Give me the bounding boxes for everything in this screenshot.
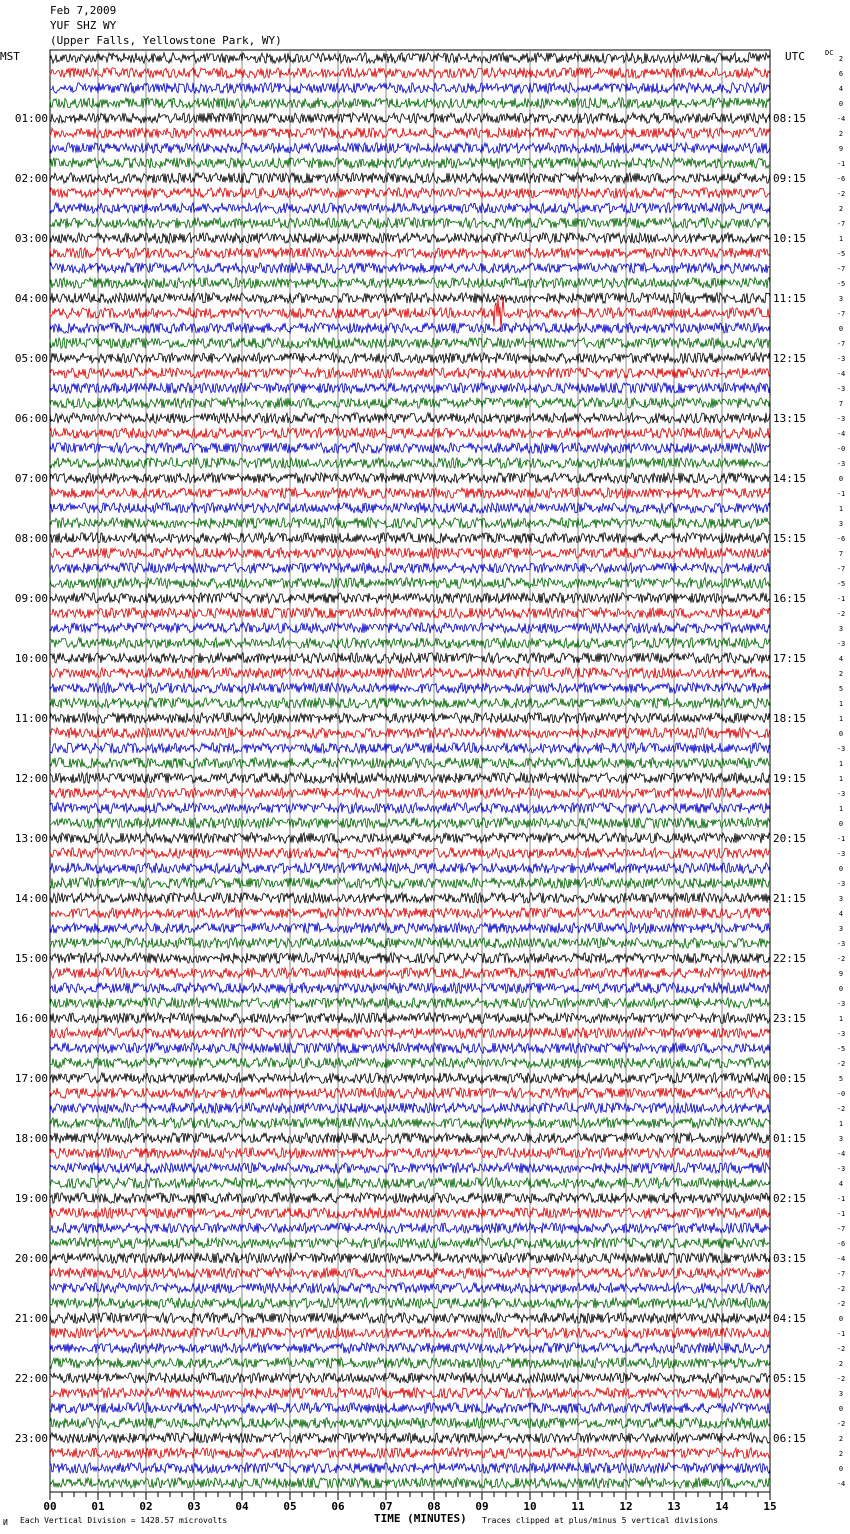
dc-offset-label: 3 bbox=[838, 1135, 844, 1143]
dc-offset-label: -1 bbox=[836, 1195, 846, 1203]
dc-offset-label: 3 bbox=[838, 625, 844, 633]
seismic-trace bbox=[50, 1403, 770, 1413]
utc-hour-label: 05:15 bbox=[773, 1372, 807, 1385]
dc-offset-label: 0 bbox=[838, 730, 844, 738]
utc-hour-label: 21:15 bbox=[773, 892, 807, 905]
seismic-trace bbox=[50, 188, 770, 198]
utc-hour-label: 22:15 bbox=[773, 952, 807, 965]
seismic-trace bbox=[50, 1298, 770, 1308]
dc-offset-label: -3 bbox=[836, 1000, 846, 1008]
dc-offset-label: -4 bbox=[836, 115, 846, 123]
dc-offset-label: -2 bbox=[836, 1105, 846, 1113]
seismic-trace bbox=[50, 548, 770, 558]
seismic-trace bbox=[50, 803, 770, 813]
dc-offset-label: -2 bbox=[836, 1285, 846, 1293]
dc-offset-label: -3 bbox=[836, 1165, 846, 1173]
dc-offset-label: -7 bbox=[836, 265, 846, 273]
utc-hour-label: 11:15 bbox=[773, 292, 807, 305]
seismic-trace bbox=[50, 1268, 770, 1278]
seismic-trace bbox=[50, 248, 770, 258]
mst-hour-label: 17:00 bbox=[14, 1072, 48, 1085]
dc-offset-label: -3 bbox=[836, 880, 846, 888]
mst-hour-label: 20:00 bbox=[14, 1252, 48, 1265]
station-code: YUF SHZ WY bbox=[50, 19, 117, 32]
dc-offset-label: -1 bbox=[836, 160, 846, 168]
seismic-trace bbox=[50, 1043, 770, 1053]
dc-offset-label: -4 bbox=[836, 370, 846, 378]
seismic-trace bbox=[50, 1223, 770, 1233]
seismic-trace bbox=[50, 473, 770, 483]
dc-offset-header: DC bbox=[825, 49, 834, 57]
time-tick-label: 08 bbox=[427, 1500, 441, 1513]
seismic-trace bbox=[50, 1118, 770, 1128]
seismic-trace bbox=[50, 428, 770, 438]
dc-offset-label: 1 bbox=[838, 235, 844, 243]
dc-offset-label: -2 bbox=[836, 610, 846, 618]
seismic-trace bbox=[50, 623, 770, 633]
seismic-trace bbox=[50, 653, 770, 663]
dc-offset-label: 0 bbox=[838, 865, 844, 873]
seismic-trace bbox=[50, 383, 770, 393]
mst-hour-label: 09:00 bbox=[14, 592, 48, 605]
utc-hour-label: 04:15 bbox=[773, 1312, 807, 1325]
time-tick-label: 07 bbox=[379, 1500, 393, 1513]
utc-hour-label: 00:15 bbox=[773, 1072, 807, 1085]
utc-hour-label: 19:15 bbox=[773, 772, 807, 785]
utc-hour-label: 12:15 bbox=[773, 352, 807, 365]
utc-hour-label: 03:15 bbox=[773, 1252, 807, 1265]
dc-offset-label: -2 bbox=[836, 1300, 846, 1308]
seismic-trace bbox=[50, 338, 770, 348]
seismic-trace bbox=[50, 128, 770, 138]
dc-offset-label: -0 bbox=[836, 1090, 846, 1098]
seismic-trace bbox=[50, 113, 770, 123]
dc-offset-label: 2 bbox=[838, 1450, 844, 1458]
seismic-trace bbox=[50, 68, 770, 78]
dc-offset-label: -6 bbox=[836, 175, 846, 183]
seismic-trace bbox=[50, 998, 770, 1008]
mst-hour-label: 19:00 bbox=[14, 1192, 48, 1205]
seismic-trace bbox=[50, 218, 770, 228]
time-tick-label: 04 bbox=[235, 1500, 249, 1513]
dc-offset-label: 1 bbox=[838, 760, 844, 768]
utc-hour-label: 09:15 bbox=[773, 172, 807, 185]
seismic-trace bbox=[50, 893, 770, 903]
dc-offset-label: -3 bbox=[836, 1030, 846, 1038]
time-axis-title: TIME (MINUTES) bbox=[374, 1512, 467, 1525]
dc-offset-label: 7 bbox=[838, 550, 844, 558]
seismic-trace bbox=[50, 1463, 770, 1473]
dc-offset-label: -3 bbox=[836, 850, 846, 858]
left-timezone-label: MST bbox=[0, 50, 20, 63]
utc-hour-label: 23:15 bbox=[773, 1012, 807, 1025]
seismic-trace bbox=[50, 773, 770, 783]
seismic-trace bbox=[50, 938, 770, 948]
dc-offset-label: 5 bbox=[838, 1075, 844, 1083]
seismic-trace bbox=[50, 323, 770, 333]
dc-offset-label: 1 bbox=[838, 775, 844, 783]
seismic-trace bbox=[50, 863, 770, 873]
dc-offset-label: -6 bbox=[836, 535, 846, 543]
seismic-trace bbox=[50, 293, 770, 303]
time-tick-label: 00 bbox=[43, 1500, 57, 1513]
dc-offset-label: -3 bbox=[836, 745, 846, 753]
dc-offset-label: -1 bbox=[836, 1330, 846, 1338]
dc-offset-label: -2 bbox=[836, 1345, 846, 1353]
mst-hour-label: 15:00 bbox=[14, 952, 48, 965]
dc-offset-label: 2 bbox=[838, 130, 844, 138]
seismic-trace bbox=[50, 1328, 770, 1338]
dc-offset-label: -2 bbox=[836, 1375, 846, 1383]
seismic-trace bbox=[50, 263, 770, 273]
dc-offset-label: 6 bbox=[838, 70, 844, 78]
seismic-trace bbox=[50, 563, 770, 573]
dc-offset-label: 2 bbox=[838, 1435, 844, 1443]
right-timezone-label: UTC bbox=[785, 50, 805, 63]
mst-hour-label: 07:00 bbox=[14, 472, 48, 485]
time-tick-label: 15 bbox=[763, 1500, 777, 1513]
time-tick-label: 09 bbox=[475, 1500, 489, 1513]
seismic-trace bbox=[50, 698, 770, 708]
utc-hour-label: 14:15 bbox=[773, 472, 807, 485]
seismic-trace bbox=[50, 143, 770, 153]
seismic-trace bbox=[50, 53, 770, 63]
utc-hour-label: 08:15 bbox=[773, 112, 807, 125]
dc-offset-label: 2 bbox=[838, 670, 844, 678]
dc-offset-label: 9 bbox=[838, 145, 844, 153]
dc-offset-label: -6 bbox=[836, 1240, 846, 1248]
dc-offset-label: 2 bbox=[838, 1360, 844, 1368]
time-tick-label: 01 bbox=[91, 1500, 105, 1513]
dc-offset-label: 2 bbox=[838, 55, 844, 63]
dc-offset-label: 0 bbox=[838, 1405, 844, 1413]
utc-hour-label: 17:15 bbox=[773, 652, 807, 665]
mst-hour-label: 01:00 bbox=[14, 112, 48, 125]
mst-hour-label: 18:00 bbox=[14, 1132, 48, 1145]
seismic-trace bbox=[50, 833, 770, 843]
dc-offset-label: 2 bbox=[838, 205, 844, 213]
utc-hour-label: 20:15 bbox=[773, 832, 807, 845]
mst-hour-label: 03:00 bbox=[14, 232, 48, 245]
dc-offset-label: 4 bbox=[838, 85, 844, 93]
seismic-trace bbox=[50, 728, 770, 738]
seismic-trace bbox=[50, 368, 770, 378]
dc-offset-label: -1 bbox=[836, 490, 846, 498]
dc-offset-label: 1 bbox=[838, 805, 844, 813]
seismic-trace bbox=[50, 1418, 770, 1428]
seismic-trace bbox=[50, 98, 770, 108]
mst-hour-label: 02:00 bbox=[14, 172, 48, 185]
seismic-trace bbox=[50, 1373, 770, 1383]
utc-hour-label: 15:15 bbox=[773, 532, 807, 545]
seismic-trace bbox=[50, 578, 770, 588]
dc-offset-label: 1 bbox=[838, 505, 844, 513]
seismic-trace bbox=[50, 1448, 770, 1458]
utc-hour-label: 13:15 bbox=[773, 412, 807, 425]
dc-offset-label: -7 bbox=[836, 310, 846, 318]
dc-offset-label: -2 bbox=[836, 1420, 846, 1428]
dc-offset-label: 4 bbox=[838, 910, 844, 918]
dc-offset-label: -2 bbox=[836, 1060, 846, 1068]
time-tick-label: 10 bbox=[523, 1500, 537, 1513]
dc-offset-label: 3 bbox=[838, 295, 844, 303]
seismic-trace bbox=[50, 1103, 770, 1113]
utc-hour-label: 06:15 bbox=[773, 1432, 807, 1445]
seismic-trace bbox=[50, 233, 770, 243]
vertical-division-note: Each Vertical Division = 1428.57 microvolts bbox=[20, 1516, 228, 1525]
dc-offset-label: 0 bbox=[838, 1315, 844, 1323]
dc-offset-label: -4 bbox=[836, 1255, 846, 1263]
dc-offset-label: -3 bbox=[836, 460, 846, 468]
seismic-trace bbox=[50, 458, 770, 468]
seismic-trace bbox=[50, 983, 770, 993]
dc-offset-label: -0 bbox=[836, 445, 846, 453]
dc-offset-label: 1 bbox=[838, 700, 844, 708]
dc-offset-label: 0 bbox=[838, 100, 844, 108]
mst-hour-label: 11:00 bbox=[14, 712, 48, 725]
seismic-trace bbox=[50, 743, 770, 753]
mst-hour-label: 05:00 bbox=[14, 352, 48, 365]
dc-offset-label: -2 bbox=[836, 190, 846, 198]
seismic-trace bbox=[50, 1163, 770, 1173]
seismic-trace bbox=[50, 278, 770, 288]
time-tick-label: 11 bbox=[571, 1500, 585, 1513]
seismic-trace bbox=[50, 83, 770, 93]
dc-offset-label: 4 bbox=[838, 1180, 844, 1188]
seismic-trace bbox=[50, 683, 770, 693]
dc-offset-label: -7 bbox=[836, 1225, 846, 1233]
dc-offset-label: 7 bbox=[838, 400, 844, 408]
seismic-trace bbox=[50, 593, 770, 603]
dc-offset-label: -4 bbox=[836, 430, 846, 438]
dc-offset-label: -3 bbox=[836, 640, 846, 648]
utc-hour-label: 16:15 bbox=[773, 592, 807, 605]
utc-hour-label: 10:15 bbox=[773, 232, 807, 245]
seismic-trace bbox=[50, 173, 770, 183]
seismic-trace bbox=[50, 1013, 770, 1023]
dc-offset-label: -5 bbox=[836, 250, 846, 258]
seismic-trace bbox=[50, 1313, 770, 1323]
dc-offset-label: 0 bbox=[838, 475, 844, 483]
dc-offset-label: -1 bbox=[836, 595, 846, 603]
mst-hour-label: 23:00 bbox=[14, 1432, 48, 1445]
seismic-trace bbox=[50, 1283, 770, 1293]
time-tick-label: 06 bbox=[331, 1500, 345, 1513]
dc-offset-label: 1 bbox=[838, 1015, 844, 1023]
dc-offset-label: 5 bbox=[838, 685, 844, 693]
seismic-trace bbox=[50, 608, 770, 618]
dc-offset-label: 0 bbox=[838, 820, 844, 828]
time-tick-label: 12 bbox=[619, 1500, 633, 1513]
seismic-trace bbox=[50, 1343, 770, 1353]
dc-offset-label: -4 bbox=[836, 1150, 846, 1158]
seismic-trace bbox=[50, 953, 770, 963]
seismic-trace bbox=[50, 638, 770, 648]
time-tick-label: 02 bbox=[139, 1500, 153, 1513]
dc-offset-label: -7 bbox=[836, 220, 846, 228]
mst-hour-label: 08:00 bbox=[14, 532, 48, 545]
mst-hour-label: 16:00 bbox=[14, 1012, 48, 1025]
dc-offset-label: 1 bbox=[838, 715, 844, 723]
mst-hour-label: 10:00 bbox=[14, 652, 48, 665]
seismic-trace bbox=[50, 443, 770, 453]
dc-offset-label: 3 bbox=[838, 1390, 844, 1398]
plot-date: Feb 7,2009 bbox=[50, 4, 117, 17]
dc-offset-label: 4 bbox=[838, 655, 844, 663]
seismic-trace bbox=[50, 788, 770, 798]
time-tick-label: 13 bbox=[667, 1500, 681, 1513]
seismic-trace bbox=[50, 758, 770, 768]
mst-hour-label: 21:00 bbox=[14, 1312, 48, 1325]
utc-hour-label: 02:15 bbox=[773, 1192, 807, 1205]
dc-offset-label: 3 bbox=[838, 895, 844, 903]
clip-note: Traces clipped at plus/minus 5 vertical divisions bbox=[482, 1516, 719, 1525]
dc-offset-label: -3 bbox=[836, 355, 846, 363]
seismic-trace bbox=[50, 1208, 770, 1218]
seismic-trace bbox=[50, 413, 770, 423]
dc-offset-label: 9 bbox=[838, 970, 844, 978]
seismic-trace bbox=[50, 533, 770, 543]
corner-mark: И bbox=[3, 1518, 8, 1527]
dc-offset-label: 0 bbox=[838, 325, 844, 333]
dc-offset-label: -1 bbox=[836, 1210, 846, 1218]
time-tick-label: 05 bbox=[283, 1500, 297, 1513]
mst-hour-label: 06:00 bbox=[14, 412, 48, 425]
time-tick-label: 14 bbox=[715, 1500, 729, 1513]
seismic-trace bbox=[50, 1358, 770, 1368]
mst-hour-label: 13:00 bbox=[14, 832, 48, 845]
dc-offset-label: -5 bbox=[836, 580, 846, 588]
seismic-trace bbox=[50, 878, 770, 888]
dc-offset-label: 3 bbox=[838, 925, 844, 933]
seismic-trace bbox=[50, 503, 770, 513]
seismic-trace bbox=[50, 1073, 770, 1083]
seismic-trace bbox=[50, 1238, 770, 1248]
seismic-trace bbox=[50, 353, 770, 363]
dc-offset-label: -4 bbox=[836, 1480, 846, 1488]
seismic-trace bbox=[50, 818, 770, 828]
utc-hour-label: 18:15 bbox=[773, 712, 807, 725]
dc-offset-label: 0 bbox=[838, 985, 844, 993]
seismic-trace bbox=[50, 1028, 770, 1038]
seismic-trace bbox=[50, 1088, 770, 1098]
dc-offset-label: 0 bbox=[838, 1465, 844, 1473]
seismic-trace bbox=[50, 1478, 770, 1488]
seismic-trace bbox=[50, 713, 770, 723]
seismic-trace bbox=[50, 1253, 770, 1263]
utc-hour-label: 01:15 bbox=[773, 1132, 807, 1145]
seismic-trace bbox=[50, 1058, 770, 1068]
seismic-trace bbox=[50, 518, 770, 528]
dc-offset-label: -7 bbox=[836, 340, 846, 348]
dc-offset-label: -3 bbox=[836, 790, 846, 798]
dc-offset-label: -5 bbox=[836, 280, 846, 288]
dc-offset-label: 3 bbox=[838, 520, 844, 528]
seismic-trace bbox=[50, 1148, 770, 1158]
dc-offset-label: -3 bbox=[836, 940, 846, 948]
mst-hour-label: 04:00 bbox=[14, 292, 48, 305]
dc-offset-label: -7 bbox=[836, 1270, 846, 1278]
seismic-trace bbox=[50, 968, 770, 978]
seismic-trace bbox=[50, 1388, 770, 1398]
seismic-trace bbox=[50, 1193, 770, 1203]
mst-hour-label: 22:00 bbox=[14, 1372, 48, 1385]
seismic-trace bbox=[50, 848, 770, 858]
mst-hour-label: 12:00 bbox=[14, 772, 48, 785]
mst-hour-label: 14:00 bbox=[14, 892, 48, 905]
seismic-trace bbox=[50, 1433, 770, 1443]
dc-offset-label: -7 bbox=[836, 565, 846, 573]
seismic-trace bbox=[50, 668, 770, 678]
seismic-trace bbox=[50, 203, 770, 213]
dc-offset-label: -3 bbox=[836, 415, 846, 423]
dc-offset-label: -1 bbox=[836, 835, 846, 843]
seismic-trace bbox=[50, 158, 770, 168]
seismic-trace bbox=[50, 398, 770, 408]
dc-offset-label: -2 bbox=[836, 955, 846, 963]
dc-offset-label: -5 bbox=[836, 1045, 846, 1053]
time-tick-label: 03 bbox=[187, 1500, 201, 1513]
station-location: (Upper Falls, Yellowstone Park, WY) bbox=[50, 34, 282, 47]
seismic-trace bbox=[50, 923, 770, 933]
seismic-trace bbox=[50, 488, 770, 498]
seismic-trace bbox=[50, 908, 770, 918]
dc-offset-label: -3 bbox=[836, 385, 846, 393]
dc-offset-label: 1 bbox=[838, 1120, 844, 1128]
seismic-trace bbox=[50, 1133, 770, 1143]
seismic-trace bbox=[50, 1178, 770, 1188]
